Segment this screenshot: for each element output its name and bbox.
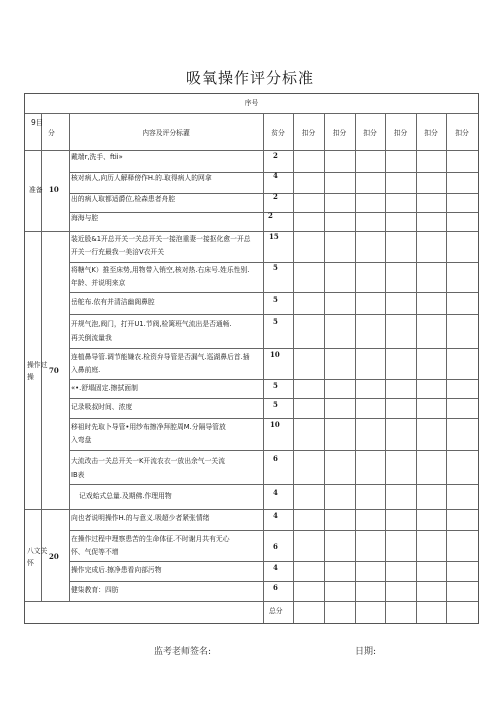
criterion-text: 向也者说明操作H.的与意义.吸超少者紧张情绪 bbox=[71, 514, 210, 522]
deduct-header: 扣分 bbox=[424, 129, 438, 137]
section-name: 准备 bbox=[29, 186, 43, 194]
criterion-text: 移祖时先取卜导管•用纱布擦净拜腔周M.分隔导管放 bbox=[71, 423, 226, 431]
criterion-text: 核对病人,向历人解释傍作H.的.取得病人的网拿 bbox=[71, 174, 212, 182]
criterion-points: 4 bbox=[273, 488, 278, 497]
points-header: 贫分 bbox=[271, 129, 285, 137]
criterion-points: 4 bbox=[273, 171, 278, 180]
criterion-text: 入弯盘 bbox=[71, 436, 92, 444]
criterion-points: 5 bbox=[273, 381, 278, 390]
section-name: 操作过 bbox=[27, 361, 48, 369]
criterion-points: 2 bbox=[273, 151, 278, 160]
deduct-header: 扣分 bbox=[301, 129, 316, 137]
criterion-text: 记录吸叔时间、浓度 bbox=[71, 403, 133, 411]
criterion-text: 入鼻前庭. bbox=[71, 366, 101, 374]
criterion-points: 10 bbox=[270, 420, 280, 429]
total-label: 总分 bbox=[269, 607, 283, 615]
serial-header: 序号 bbox=[244, 99, 259, 107]
item-header-line1: 9目 bbox=[31, 118, 44, 127]
criterion-points: 15 bbox=[269, 232, 279, 241]
criterion-points: 2 bbox=[273, 192, 278, 201]
section-score: 10 bbox=[49, 185, 59, 194]
criterion-points: 4 bbox=[273, 511, 278, 520]
criterion-text: 海海与腔 bbox=[71, 214, 99, 222]
criterion-points: 6 bbox=[273, 583, 278, 592]
criterion-text: 怀、气促等不增 bbox=[71, 548, 119, 556]
criterion-points: 5 bbox=[273, 400, 278, 409]
criterion-text: 操作完成后.擦净患看向部污物 bbox=[71, 566, 162, 574]
criterion-text: 大流改击一关总开关一K开流农衣一放出余气一关流 bbox=[71, 457, 225, 465]
criterion-text: IB表 bbox=[71, 471, 85, 479]
criterion-points: 10 bbox=[270, 350, 280, 359]
criterion-text: 连植鼻导管.调节能嫌农.检资弁导管是否漏气.巡湖鼻后首.插 bbox=[71, 353, 250, 361]
section-name: 操 bbox=[27, 373, 34, 381]
criterion-points: 5 bbox=[273, 295, 278, 304]
criterion-text: 健柒教育：四肪 bbox=[71, 586, 119, 594]
criterion-text: 开规气泡,阀门，打开U1.节阀,检篱班气流出是否通畅. bbox=[71, 320, 232, 328]
criterion-text: 开关一行充最我一美涪V衣开关 bbox=[71, 248, 165, 256]
score-table bbox=[24, 93, 479, 624]
section-name: 八文关 bbox=[27, 547, 48, 555]
criterion-text: 再关倒流量我 bbox=[71, 334, 112, 342]
section-score: 70 bbox=[49, 366, 59, 375]
deduct-header: 扣分 bbox=[332, 129, 347, 137]
criterion-points: 5 bbox=[273, 317, 278, 326]
content-header: 内容及评分标灌 bbox=[142, 129, 190, 137]
criterion-text: 将糖气K）推至床势,用物带入销空,核对热.右床号.姓乐性别. bbox=[71, 266, 250, 274]
criterion-points: 6 bbox=[273, 542, 278, 551]
examiner-signature-label: 监考老师签名: bbox=[154, 647, 212, 657]
deduct-header: 扣分 bbox=[363, 129, 377, 137]
criterion-points: 6 bbox=[273, 454, 278, 463]
page-title: 吸氧操作评分标准 bbox=[185, 69, 314, 87]
deduct-header: 扣分 bbox=[393, 129, 408, 137]
criterion-points: 2 bbox=[268, 211, 273, 220]
criterion-text: 装近股&1开总开关一关总开关一接泡重妻一接抠化愈一开总 bbox=[71, 235, 251, 243]
criterion-text: 年龄、并说明来京 bbox=[71, 279, 126, 287]
criterion-text: 记戏蛤式总量.及期佛.作理用物 bbox=[79, 492, 172, 500]
criterion-text: 戴端r,洗手、ftii» bbox=[71, 153, 123, 161]
criterion-text: 出的病人取都适爵位,检森患者舟腔 bbox=[71, 195, 176, 203]
criterion-text: 岳舵布.依有并清洁幽阁鼻腔 bbox=[71, 298, 155, 306]
criterion-points: 4 bbox=[273, 563, 278, 572]
section-name: 怀 bbox=[27, 559, 34, 567]
deduct-header: 扣分 bbox=[455, 129, 469, 137]
criterion-text: «•.舒塌固定.擦拭面制 bbox=[71, 384, 138, 392]
item-header-line2: 分 bbox=[48, 129, 55, 137]
section-score: 20 bbox=[49, 552, 59, 561]
criterion-points: 5 bbox=[273, 263, 278, 272]
date-label: 日期: bbox=[355, 647, 377, 657]
criterion-text: 在操作过程中理察患苦的生命体征.不时谢月共有无心 bbox=[71, 535, 230, 543]
